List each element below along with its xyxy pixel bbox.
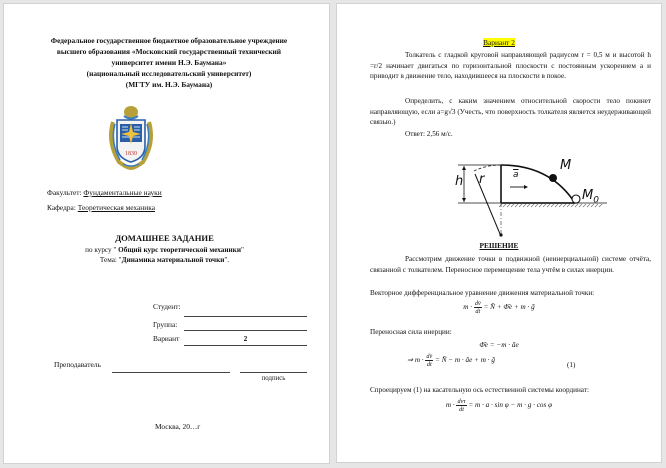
solution-intro: Рассмотрим движение точки в подвижной (неинерциальной) системе отчёта, связанной с толкателем. Переносное перемещение тела учтём в силах инерции. [370, 255, 651, 274]
pusher-diagram [455, 146, 655, 246]
problem-question: Определить, с каким значением относительной скорости тело покинет направляющую, если a=g√3 (Учесть, что поверхность толкателя является неудерживающей связью.) [370, 97, 651, 127]
header-line: (МГТУ им. Н.Э. Баумана) [125, 80, 213, 89]
student-label: Студент: [153, 302, 181, 311]
label-M0 [582, 188, 599, 206]
equation-4 [337, 398, 661, 413]
equation-2: Φ̄e = −m · āe [479, 341, 519, 349]
course-name: Общий курс теоретической механики [118, 246, 241, 254]
document-title: ДОМАШНЕЕ ЗАДАНИЕ [115, 233, 214, 243]
teacher-underline [112, 372, 230, 373]
equation-3 [407, 353, 495, 368]
eq3-rhs: = N̄ − m · āe + m · ḡ [435, 356, 495, 365]
label-M: M [560, 158, 572, 173]
header-line: Федеральное государственное бюджетное образовательное учреждение [50, 36, 288, 45]
eq1-fraction [474, 300, 482, 315]
header-line: высшего образования «Московский государственный технический [56, 47, 282, 56]
signature-underline [240, 372, 307, 373]
signature-label: подпись [261, 375, 286, 382]
topic-suffix: ". [224, 256, 230, 264]
eq1-den: dt [475, 308, 481, 315]
eq1-rhs: = N̄ + Φ̄e + m · ḡ [483, 303, 535, 312]
variant-title-text: Вариант 2 [483, 38, 515, 47]
title-page [4, 4, 329, 463]
footer-city-year: Москва, 20…г [155, 422, 201, 431]
department-value: Теоретическая механика [77, 203, 155, 212]
projection-label: Спроецируем (1) на касательную ось естественной системы координат: [370, 386, 589, 394]
variant-label: Вариант [153, 334, 180, 343]
eq3-num: dv̄ [426, 353, 433, 360]
eq4-den: dt [459, 406, 464, 413]
svg-text:1830: 1830 [125, 151, 137, 157]
course-prefix: по курсу " [85, 246, 119, 254]
topic-prefix: Тема: " [99, 256, 122, 264]
topic-name: Динамика материальной точки [121, 256, 225, 264]
eq3-lhs: ⇒ m · [407, 356, 424, 365]
solution-page [337, 4, 661, 462]
answer: Ответ: 2,56 м/с. [405, 130, 453, 138]
header-line: университет имени Н.Э. Баумана» [111, 58, 227, 67]
equation-3-number: (1) [567, 361, 576, 369]
label-r: r [479, 172, 485, 187]
equation-intro: Векторное дифференциальное уравнение движения материальной точки: [370, 289, 595, 297]
label-M0-main: M [582, 188, 594, 203]
teacher-label: Преподаватель [54, 360, 101, 369]
course-line [4, 246, 325, 254]
eq1-num: dv̄ [474, 300, 481, 307]
variant-title [337, 38, 661, 47]
university-crest-icon [105, 102, 157, 170]
eq4-lhs: m · [445, 401, 455, 410]
header-line: (национальный исследовательский университет) [86, 69, 252, 78]
department-label: Кафедра: [47, 203, 78, 212]
label-M0-sub: 0 [593, 195, 599, 206]
institution-header [28, 35, 310, 90]
eq4-rhs: = m · a · sin φ − m · g · cos φ [468, 401, 553, 410]
solution-title: РЕШЕНИЕ [479, 241, 519, 250]
faculty-label: Факультет: [47, 188, 84, 197]
variant-value: 2 [243, 334, 248, 343]
eq3-fraction [425, 353, 433, 368]
group-label: Группа: [153, 320, 178, 329]
label-h: h [455, 174, 464, 189]
eq4-fraction [456, 398, 466, 413]
faculty-line [47, 188, 162, 197]
eq1-lhs: m · [463, 303, 473, 312]
equation-1 [337, 300, 661, 315]
topic-line [4, 256, 325, 264]
label-a: $\overline{a}$ [513, 170, 519, 180]
department-line [47, 203, 155, 212]
group-underline [184, 330, 307, 331]
eq4-num: dvτ [457, 398, 466, 405]
inertia-label: Переносная сила инерции: [370, 328, 452, 336]
problem-statement: Толкатель с гладкой круговой направляющей радиусом r = 0,5 м и высотой h =r/2 начинает двигаться по горизонтальной плоскости с постоянным ускорением a и приводит в движение тело, находившееся на плоскости в покое. [370, 51, 651, 81]
variant-underline [184, 345, 307, 346]
eq3-den: dt [426, 361, 432, 368]
faculty-value: Фундаментальные науки [83, 188, 162, 197]
student-underline [184, 316, 307, 317]
course-suffix: " [240, 246, 244, 254]
